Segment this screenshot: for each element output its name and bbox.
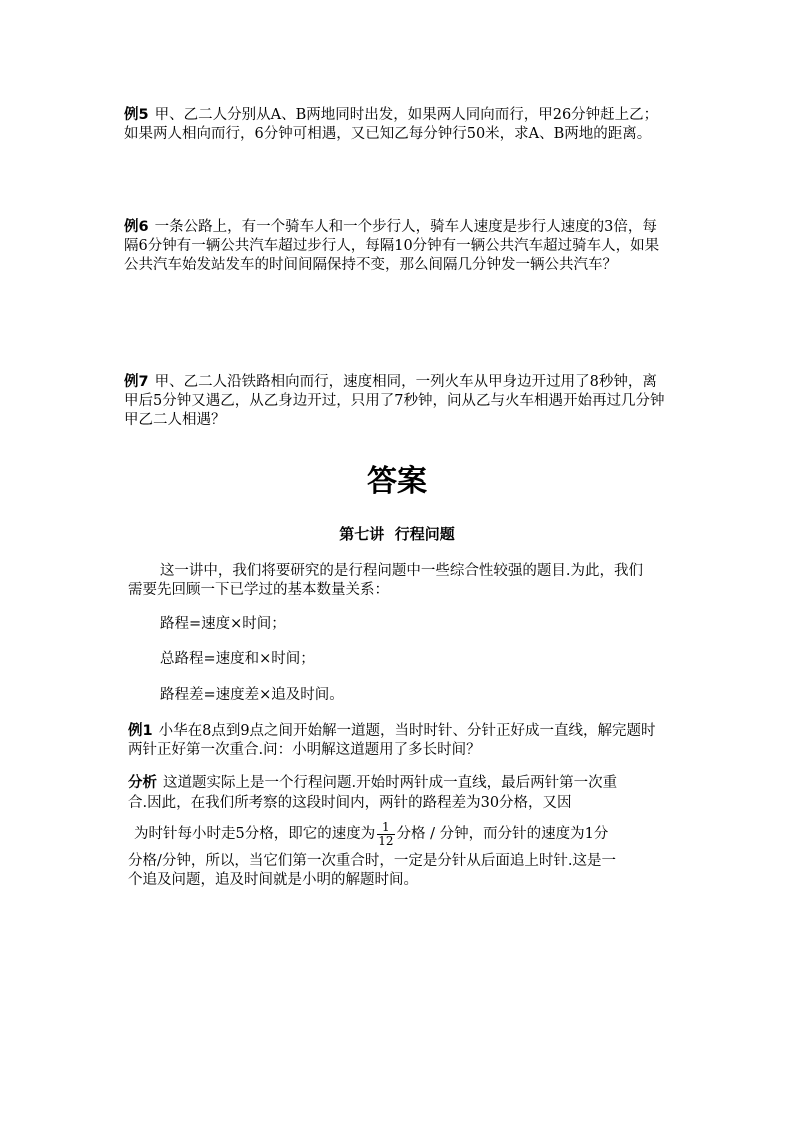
- example-text: 甲、乙二人分别从A、B两地同时出发，如果两人同向而行，甲26分钟赶上乙；如果两人相向而行，6分钟可相遇，又已知乙每分钟行50米，求A、B两地的距离。: [124, 107, 659, 142]
- fraction-denominator: 12: [378, 833, 394, 848]
- example-label: 例7: [124, 374, 149, 390]
- example-7: [124, 373, 670, 430]
- fraction-numerator: 1: [377, 821, 394, 835]
- example-text: 一条公路上，有一个骑车人和一个步行人，骑车人速度是步行人速度的3倍，每隔6分钟有一辆公共汽车超过步行人，每隔10分钟有一辆公共汽车超过骑车人，如果公共汽车始发站发车的时间间隔保持不变，那么间隔几分钟发一辆公共汽车？: [124, 219, 660, 273]
- intro-paragraph: 这一讲中，我们将要研究的是行程问题中一些综合性较强的题目.为此，我们需要先回顾一下已学过的基本数量关系：: [128, 563, 643, 598]
- analysis-text: 分格 / 分钟，而分针的速度为1分: [396, 826, 609, 842]
- example-1: [128, 722, 668, 760]
- example-text: 甲、乙二人沿铁路相向而行，速度相同，一列火车从甲身边开过用了8秒钟，离甲后5分钟又遇乙，从乙身边开过，只用了7秒钟，问从乙与火车相遇开始再过几分钟甲乙二人相遇？: [124, 374, 665, 428]
- example-5: [124, 106, 670, 144]
- example-label: 例5: [124, 107, 149, 123]
- analysis-label: 分析: [128, 775, 157, 791]
- analysis-line-4: 分格/分钟，所以，当它们第一次重合时，一定是分针从后面追上时针.这是一: [128, 853, 616, 869]
- lecture-title: 第七讲 行程问题: [339, 525, 455, 543]
- fraction: [377, 821, 394, 848]
- analysis-line-3: [134, 820, 608, 848]
- formula-distance-difference: 路程差=速度差×追及时间。: [160, 687, 344, 703]
- example-6: [124, 218, 670, 275]
- formula-distance: 路程=速度×时间；: [160, 616, 286, 632]
- example-label: 例6: [124, 219, 149, 235]
- example-text: 小华在8点到9点之间开始解一道题，当时时针、分针正好成一直线，解完题时两针正好第一次重合.问：小明解这道题用了多长时间？: [128, 723, 656, 758]
- analysis-line-5: 个追及问题，追及时间就是小明的解题时间。: [128, 872, 418, 888]
- analysis-line-2: 合.因此，在我们所考察的这段时间内，两针的路程差为30分格，又因: [128, 795, 572, 811]
- example-label: 例1: [128, 723, 153, 739]
- analysis-text: 为时针每小时走5分格，即它的速度为: [134, 826, 376, 842]
- analysis-text: 这道题实际上是一个行程问题.开始时两针成一直线，最后两针第一次重: [163, 775, 618, 791]
- formula-total-distance: 总路程=速度和×时间；: [160, 651, 315, 667]
- analysis-line-1: [128, 774, 617, 793]
- answer-heading: 答案: [367, 464, 427, 499]
